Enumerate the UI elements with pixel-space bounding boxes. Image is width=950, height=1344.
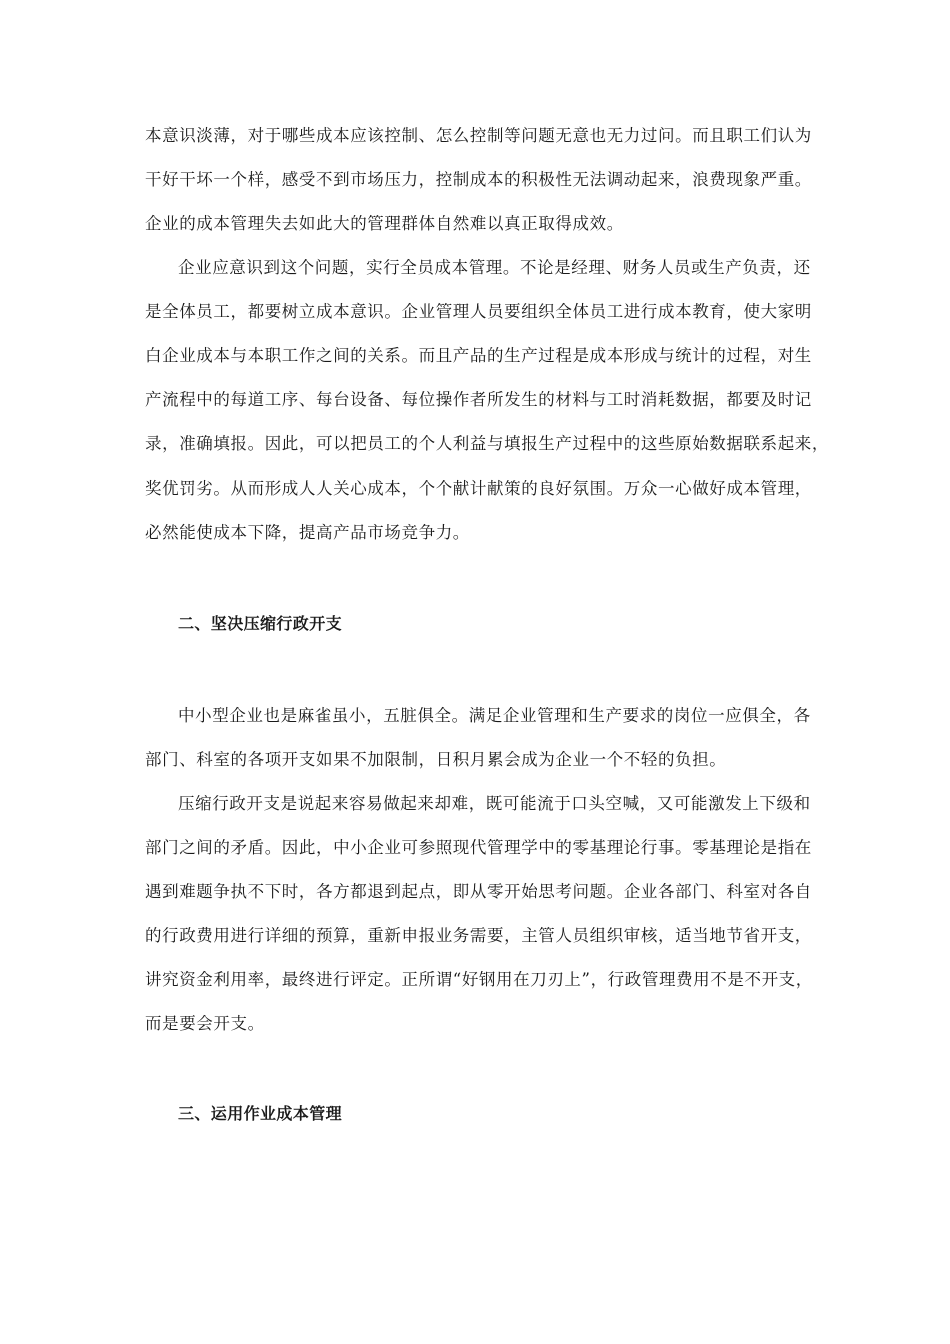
section-heading: 三、运用作业成本管理	[178, 1104, 343, 1123]
paragraph-line: 压缩行政开支是说起来容易做起来却难，既可能流于口头空喊，又可能激发上下级和	[178, 794, 811, 813]
paragraph-line: 是全体员工，都要树立成本意识。企业管理人员要组织全体员工进行成本教育，使大家明	[145, 302, 812, 321]
paragraph-line: 而是要会开支。	[145, 1014, 265, 1033]
paragraph-line: 产流程中的每道工序、每台设备、每位操作者所发生的材料与工时消耗数据，都要及时记	[145, 390, 812, 409]
paragraph-line: 企业应意识到这个问题，实行全员成本管理。不论是经理、财务人员或生产负责，还	[178, 258, 811, 277]
paragraph-line: 遇到难题争执不下时，各方都退到起点，即从零开始思考问题。企业各部门、科室对各自	[145, 882, 812, 901]
paragraph-line: 讲究资金利用率，最终进行评定。正所谓“好钢用在刀刃上”，行政管理费用不是不开支，	[145, 970, 813, 989]
paragraph-line: 部门、科室的各项开支如果不加限制，日积月累会成为企业一个不轻的负担。	[145, 750, 727, 769]
paragraph-line: 白企业成本与本职工作之间的关系。而且产品的生产过程是成本形成与统计的过程，对生	[145, 346, 812, 365]
paragraph-line: 奖优罚劣。从而形成人人关心成本，个个献计献策的良好氛围。万众一心做好成本管理，	[145, 479, 812, 498]
paragraph-line: 必然能使成本下降，提高产品市场竞争力。	[145, 523, 470, 542]
paragraph-line: 企业的成本管理失去如此大的管理群体自然难以真正取得成效。	[145, 214, 624, 233]
section-heading: 二、坚决压缩行政开支	[178, 614, 343, 633]
paragraph-line: 部门之间的矛盾。因此，中小企业可参照现代管理学中的零基理论行事。零基理论是指在	[145, 838, 812, 857]
paragraph-line: 的行政费用进行详细的预算，重新申报业务需要，主管人员组织审核，适当地节省开支，	[145, 926, 812, 945]
paragraph-line: 本意识淡薄，对于哪些成本应该控制、怎么控制等问题无意也无力过问。而且职工们认为	[145, 126, 812, 145]
paragraph-line: 中小型企业也是麻雀虽小，五脏俱全。满足企业管理和生产要求的岗位一应俱全，各	[178, 706, 811, 725]
paragraph-line: 录，准确填报。因此，可以把员工的个人利益与填报生产过程中的这些原始数据联系起来，	[145, 434, 829, 453]
paragraph-line: 干好干坏一个样，感受不到市场压力，控制成本的积极性无法调动起来，浪费现象严重。	[145, 170, 812, 189]
